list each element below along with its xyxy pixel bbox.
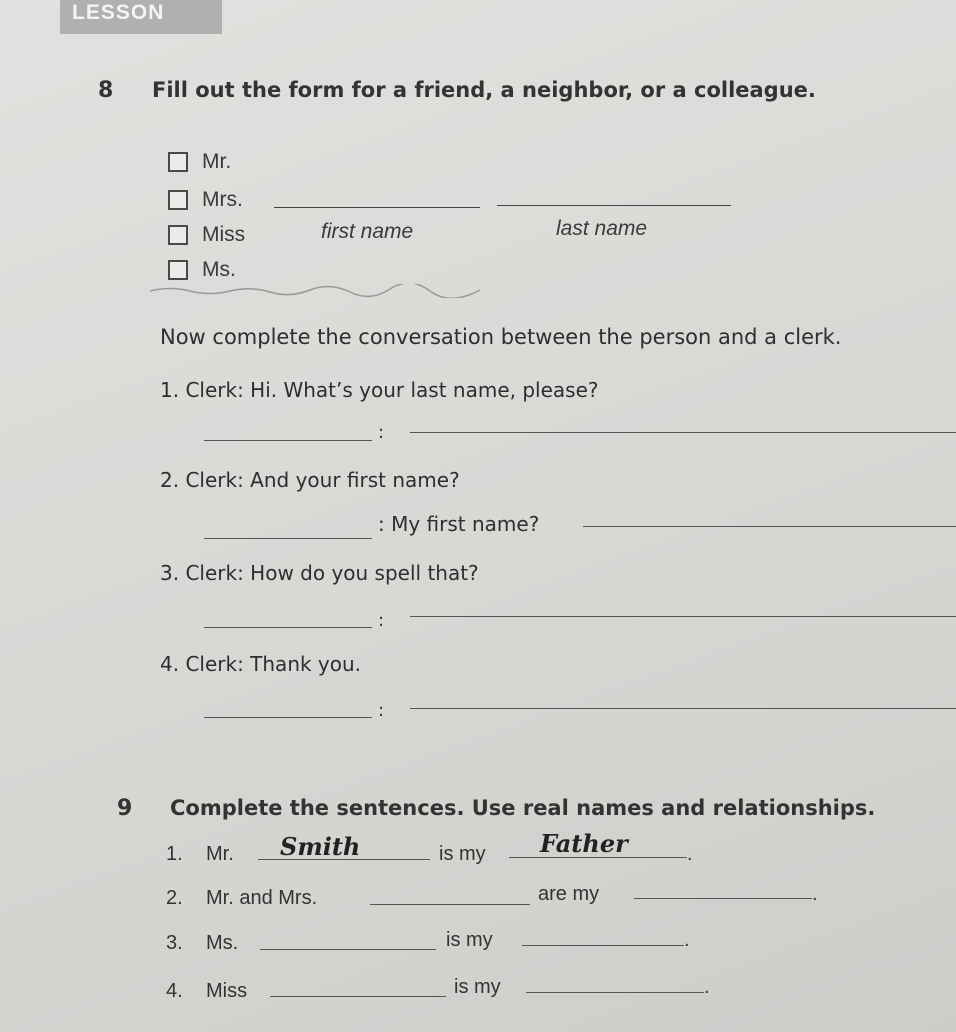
sentence-period: . [704, 976, 710, 998]
conversation-instruction: Now complete the conversation between the person and a clerk. [160, 325, 842, 349]
checkbox[interactable] [168, 260, 188, 280]
sentence-verb: is my [446, 929, 493, 951]
title-option-ms[interactable] [168, 255, 236, 285]
title-label: Miss [202, 223, 246, 246]
answer-blank-4[interactable] [410, 708, 956, 709]
sentence-period: . [812, 883, 818, 905]
sentence-verb: is my [454, 976, 501, 998]
checkbox[interactable] [168, 225, 188, 245]
answer-blank-2[interactable] [583, 526, 956, 527]
exercise-9-title: Complete the sentences. Use real names and relationships. [170, 796, 876, 820]
title-option-miss[interactable] [168, 220, 245, 250]
checkbox[interactable] [168, 190, 188, 210]
sentence-verb: are my [538, 883, 600, 905]
sentence-subject: Miss [206, 980, 248, 1002]
clerk-prompt-3: 3. Clerk: How do you spell that? [160, 561, 479, 585]
handwritten-relationship: Father [540, 829, 628, 858]
handwritten-name: Smith [280, 832, 361, 861]
sentence-number: 4. [166, 980, 183, 1002]
title-label: Mrs. [202, 188, 243, 211]
exercise-8-number: 8 [98, 78, 114, 103]
clerk-prompt-2: 2. Clerk: And your first name? [160, 468, 460, 492]
checkbox[interactable] [168, 152, 188, 172]
speaker-blank-3[interactable] [204, 627, 372, 628]
speaker-blank-1[interactable] [204, 440, 372, 441]
last-name-label: last name [556, 217, 648, 240]
speaker-blank-4[interactable] [204, 717, 372, 718]
response-text-1: : [378, 422, 385, 443]
first-name-label: first name [321, 220, 414, 243]
response-text-2: : My first name? [378, 512, 540, 536]
response-text-3: : [378, 610, 385, 631]
relation-blank-4[interactable] [526, 992, 704, 993]
sentence-period: . [687, 843, 693, 865]
relation-blank-3[interactable] [522, 945, 684, 946]
exercise-9-number: 9 [117, 796, 133, 821]
title-option-mrs[interactable] [168, 185, 243, 215]
title-label: Ms. [202, 258, 236, 281]
clerk-prompt-1: 1. Clerk: Hi. What’s your last name, please? [160, 378, 599, 402]
name-blank-2[interactable] [370, 904, 530, 905]
exercise-8-title: Fill out the form for a friend, a neighbor, or a colleague. [152, 78, 816, 102]
sentence-subject: Mr. and Mrs. [206, 887, 318, 909]
sentence-verb: is my [439, 843, 486, 865]
sentence-number: 3. [166, 932, 183, 954]
title-label: Mr. [202, 150, 232, 173]
sentence-subject: Ms. [206, 932, 239, 954]
name-blank-4[interactable] [270, 996, 446, 997]
response-text-4: : [378, 700, 385, 721]
sentence-number: 1. [166, 843, 183, 865]
clerk-prompt-4: 4. Clerk: Thank you. [160, 652, 362, 676]
title-option-mr[interactable] [168, 147, 231, 177]
speaker-blank-2[interactable] [204, 538, 372, 539]
relation-blank-2[interactable] [634, 898, 812, 899]
answer-blank-1[interactable] [410, 432, 956, 433]
first-name-line[interactable] [274, 207, 480, 208]
answer-blank-3[interactable] [410, 616, 956, 617]
wavy-divider [150, 284, 480, 298]
sentence-subject: Mr. [206, 843, 234, 865]
name-blank-3[interactable] [260, 949, 436, 950]
last-name-line[interactable] [497, 205, 731, 206]
sentence-period: . [684, 929, 690, 951]
lesson-tab: LESSON [60, 0, 222, 34]
sentence-number: 2. [166, 887, 183, 909]
